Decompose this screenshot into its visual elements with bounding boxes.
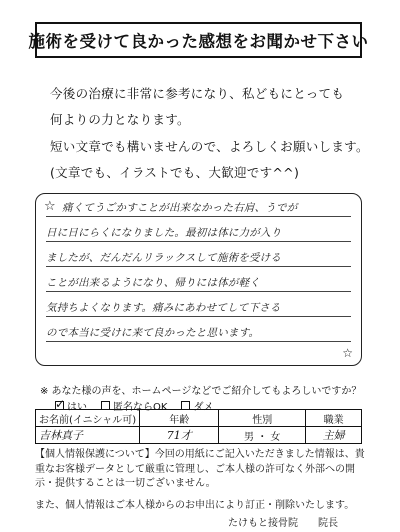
ruled-line xyxy=(46,266,351,267)
consent-question: ※ あなた様の声を、ホームページなどでご紹介してもよろしいですか？ xyxy=(40,386,362,397)
intro-line: (文章でも、イラストでも、大歓迎です^^) xyxy=(50,165,300,180)
table-row xyxy=(36,427,362,444)
testimonial-line: 日に日にらくになりました。最初は体に力が入り xyxy=(46,227,282,239)
consent-option-label: 匿名ならOK xyxy=(113,402,168,413)
ruled-line xyxy=(46,216,351,217)
ruled-line xyxy=(46,241,351,242)
testimonial-line: 痛くてうごかすことが出来なかった右肩、うでが xyxy=(62,202,298,214)
consent-option-label: はい xyxy=(67,402,87,413)
testimonial-line: ことが出来るようになり、帰りには体が軽く xyxy=(46,277,260,289)
value-name: 吉林真子 xyxy=(36,427,140,444)
intro-line: 今後の治療に非常に参考になり、私どもにとっても xyxy=(50,86,345,101)
ruled-line xyxy=(46,291,351,292)
testimonial-sheet xyxy=(35,193,362,366)
value-gender: 男 ・ 女 xyxy=(219,427,306,444)
star-icon: ☆ xyxy=(44,199,56,214)
testimonial-line: ましたが、だんだんリラックスして施術を受ける xyxy=(46,252,282,264)
star-doodle-icon: ☆ xyxy=(342,346,353,360)
header-gender: 性別 xyxy=(219,410,306,427)
page-title: 施術を受けて良かった感想をお聞かせ下さい xyxy=(35,22,362,58)
value-occupation: 主婦 xyxy=(306,427,362,444)
intro-line: 何よりの力となります。 xyxy=(50,112,190,127)
header-name: お名前(イニシャル可) xyxy=(36,410,140,427)
clinic-signature: たけもと接骨院 院長 xyxy=(228,518,338,529)
ruled-line xyxy=(46,341,351,342)
footer-note: また、個人情報はご本人様からのお申出により訂正・削除いたします。 xyxy=(35,500,355,511)
privacy-notice: 【個人情報保護について】今回の用紙にご記入いただきました情報は、貴重なお客様データとして厳重に管理し、ご本人様の許可なく外部への開示・提供することは一切ございません。 xyxy=(35,449,365,489)
table-header-row xyxy=(36,410,362,427)
header-occupation: 職業 xyxy=(306,410,362,427)
testimonial-line: ので本当に受けに来て良かったと思います。 xyxy=(46,327,260,339)
customer-info-table xyxy=(35,409,362,444)
consent-option-label: ダメ xyxy=(193,402,214,413)
ruled-line xyxy=(46,316,351,317)
header-age: 年齢 xyxy=(140,410,219,427)
value-age: 71才 xyxy=(140,427,219,444)
testimonial-line: 気持ちよくなります。痛みにあわせてして下さる xyxy=(46,302,281,314)
intro-line: 短い文章でも構いませんので、よろしくお願いします。 xyxy=(50,139,369,154)
